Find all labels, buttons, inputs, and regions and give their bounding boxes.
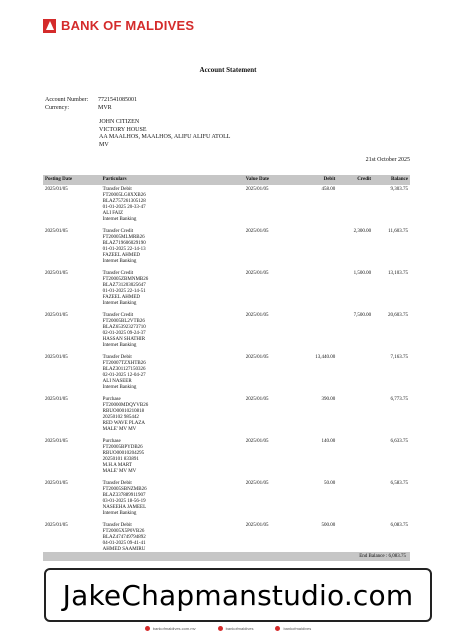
posting-date-cell: 2025/01/05 (45, 481, 68, 486)
debit-cell: 500.00 (321, 523, 336, 528)
value-date-cell: 2025/01/05 (245, 187, 269, 192)
particulars-line: FT20005X5P0VB26 (102, 529, 145, 534)
balance-cell: 6,773.75 (390, 397, 408, 402)
particulars-line: 02-01-2025 12-04-27 (102, 373, 146, 378)
table-row (43, 395, 410, 437)
value-date-cell: 2025/01/05 (245, 271, 269, 276)
particulars-line: NASEEHA JAMEEL (102, 505, 147, 510)
balance-cell: 9,303.75 (390, 187, 408, 192)
footer-text: bankofmaldives (225, 626, 254, 631)
particulars-line: Transfer Credit (102, 229, 134, 234)
particulars-line: FT20005BPYDB26 (102, 445, 143, 450)
footer-facebook[interactable] (218, 626, 254, 631)
end-balance: End Balance : 6,083.75 (359, 554, 406, 559)
particulars-line: 20250102 985442 (102, 415, 139, 420)
particulars-line: HASSAN SHATHIR (102, 337, 146, 342)
address-line: AA MAALHOS, MAALHOS, ALIFU ALIFU ATOLL (99, 134, 231, 140)
table-row (43, 185, 410, 227)
particulars-line: 01-01-2025 22-14-13 (102, 247, 146, 252)
value-date-cell: 2025/01/05 (245, 523, 269, 528)
particulars-line: Transfer Debit (102, 187, 132, 192)
particulars-line: Transfer Debit (102, 355, 132, 360)
particulars-line: Internet Banking (102, 301, 137, 306)
posting-date-cell: 2025/01/05 (45, 187, 68, 192)
particulars-cell (101, 269, 244, 311)
debit-cell (301, 269, 337, 311)
particulars-line: FT20005MLMRB26 (102, 235, 145, 240)
particulars-line: BLAZ301127150326 (102, 367, 146, 372)
particulars-line: M.H.A MART (102, 463, 132, 468)
particulars-line: FT20005LG8XXB26 (102, 193, 146, 198)
particulars-line: Internet Banking (102, 343, 137, 348)
particulars-line: BLAZ731203025647 (102, 283, 146, 288)
debit-cell (301, 311, 337, 353)
particulars-line: 04-01-2025 09-41-41 (102, 541, 146, 546)
table-row (43, 479, 410, 521)
table-header-row (43, 175, 410, 185)
particulars-line: BLAZ474749794892 (102, 535, 146, 540)
header-debit: Debit (301, 175, 337, 185)
currency: MVR (98, 104, 112, 111)
particulars-line: AHMED SAAMIRU (102, 547, 146, 552)
credit-cell (337, 479, 373, 521)
footer-youtube[interactable] (275, 626, 311, 631)
particulars-line: ALI FAIZ (102, 211, 123, 216)
youtube-icon (275, 626, 280, 631)
balance-cell: 20,603.75 (388, 313, 408, 318)
particulars-line: Transfer Debit (102, 481, 132, 486)
particulars-line: 01-01-2025 22-14-51 (102, 289, 146, 294)
account-number-label: Account Number: (45, 97, 89, 103)
credit-cell (337, 353, 373, 395)
currency-label: Currency: (45, 104, 69, 111)
table-row (43, 269, 410, 311)
particulars-line: Purchase (102, 439, 121, 444)
facebook-icon (218, 626, 223, 631)
value-date-cell: 2025/01/05 (245, 439, 269, 444)
value-date-cell: 2025/01/05 (245, 313, 269, 318)
header-credit: Credit (337, 175, 373, 185)
particulars-line: MALE' MV MV (102, 427, 137, 432)
balance-cell: 13,103.75 (388, 271, 408, 276)
header-particulars: Particulars (101, 175, 244, 185)
globe-icon (145, 626, 150, 631)
particulars-line: 03-01-2025 18-56-19 (102, 499, 146, 504)
table-row (43, 437, 410, 479)
debit-cell: 458.00 (321, 187, 336, 192)
particulars-line: FT20005SBNZMB26 (102, 487, 147, 492)
particulars-line: FAZEEL AHMED (102, 253, 141, 258)
particulars-line: MALE' MV MV (102, 469, 137, 474)
credit-cell (337, 185, 373, 227)
credit-cell (337, 437, 373, 479)
particulars-cell (101, 311, 244, 353)
footer (0, 626, 456, 631)
address-line: VICTORY HOUSE (99, 126, 147, 133)
posting-date-cell: 2025/01/05 (45, 313, 68, 318)
particulars-line: BLAZ653923273710 (102, 325, 146, 330)
particulars-cell (101, 185, 244, 227)
address-line: JOHN CITIZEN (99, 119, 140, 125)
balance-cell: 6,633.75 (390, 439, 408, 444)
posting-date-cell: 2025/01/05 (45, 523, 68, 528)
posting-date-cell: 2025/01/05 (45, 439, 68, 444)
debit-cell (301, 227, 337, 269)
footer-website[interactable] (145, 626, 196, 631)
header-balance: Balance (373, 175, 410, 185)
end-balance-bar (43, 552, 410, 561)
value-date-cell: 2025/01/05 (245, 355, 269, 360)
particulars-line: FT20005ZBMNMB26 (102, 277, 149, 282)
bank-logo (43, 18, 194, 33)
value-date-cell: 2025/01/05 (245, 481, 269, 486)
account-meta (45, 97, 137, 112)
debit-cell: 140.00 (321, 439, 336, 444)
balance-cell: 6,583.75 (390, 481, 408, 486)
balance-cell: 11,603.75 (388, 229, 408, 234)
particulars-line: Transfer Credit (102, 313, 134, 318)
account-number: 7721541085001 (98, 97, 137, 103)
debit-cell: 50.00 (324, 481, 336, 486)
table-row (43, 227, 410, 269)
particulars-line: BLAZ337889911907 (102, 493, 146, 498)
table-row (43, 353, 410, 395)
particulars-line: FT20000MDQYVB26 (102, 403, 149, 408)
footer-text: bankofmaldives (283, 626, 312, 631)
particulars-line: Purchase (102, 397, 121, 402)
balance-cell: 7,163.75 (390, 355, 408, 360)
watermark-text: JakeChapmanstudio.com (62, 578, 414, 612)
particulars-line: Internet Banking (102, 217, 137, 222)
value-date-cell: 2025/01/05 (245, 397, 269, 402)
particulars-line: BLAZ757261305128 (102, 199, 146, 204)
particulars-line: 02-01-2025 09-24-37 (102, 331, 146, 336)
particulars-cell (101, 437, 244, 479)
value-date-cell: 2025/01/05 (245, 229, 269, 234)
statement-title: Account Statement (199, 66, 257, 74)
particulars-line: RBUO00010210818 (102, 409, 145, 414)
particulars-line: FAZEEL AHMED (102, 295, 141, 300)
particulars-cell (101, 227, 244, 269)
particulars-cell (101, 395, 244, 437)
particulars-line: ALI NASEER (102, 379, 132, 384)
particulars-line: FT20005BL2VTB26 (102, 319, 145, 324)
particulars-line: Internet Banking (102, 259, 137, 264)
credit-cell: 1,500.00 (353, 271, 372, 276)
credit-cell: 2,300.00 (353, 229, 372, 234)
statement-date: 21st October 2025 (365, 157, 410, 163)
posting-date-cell: 2025/01/05 (45, 229, 68, 234)
credit-cell (337, 395, 373, 437)
particulars-line: Internet Banking (102, 511, 137, 516)
debit-cell: 390.00 (321, 397, 336, 402)
particulars-line: Internet Banking (102, 385, 137, 390)
customer-address (99, 119, 230, 149)
bank-logo-icon (43, 19, 56, 33)
debit-cell: 13,440.00 (315, 355, 336, 360)
posting-date-cell: 2025/01/05 (45, 397, 68, 402)
posting-date-cell: 2025/01/05 (45, 355, 68, 360)
particulars-cell (101, 479, 244, 521)
transactions-table (43, 175, 410, 563)
table-row (43, 311, 410, 353)
particulars-line: RBUO00010204295 (102, 451, 145, 456)
watermark-banner (44, 568, 432, 622)
bank-name: BANK OF MALDIVES (61, 18, 195, 33)
particulars-line: Transfer Credit (102, 271, 134, 276)
footer-text: bankofmaldives.com.mv (152, 626, 196, 631)
credit-cell: 7,500.00 (353, 313, 372, 318)
particulars-line: BLAZ719606029190 (102, 241, 146, 246)
header-value-date: Value Date (244, 175, 302, 185)
particulars-line: 01-01-2025 20-33-47 (102, 205, 146, 210)
particulars-line: RED WAVE PLAZA (102, 421, 145, 426)
particulars-line: FT20007TZXHTB26 (102, 361, 146, 366)
particulars-line: 20250101 833891 (102, 457, 139, 462)
particulars-cell (101, 353, 244, 395)
particulars-line: Transfer Debit (102, 523, 132, 528)
balance-cell: 6,083.75 (390, 523, 408, 528)
address-line: MV (99, 141, 109, 148)
header-posting-date: Posting Date (43, 175, 101, 185)
posting-date-cell: 2025/01/05 (45, 271, 68, 276)
